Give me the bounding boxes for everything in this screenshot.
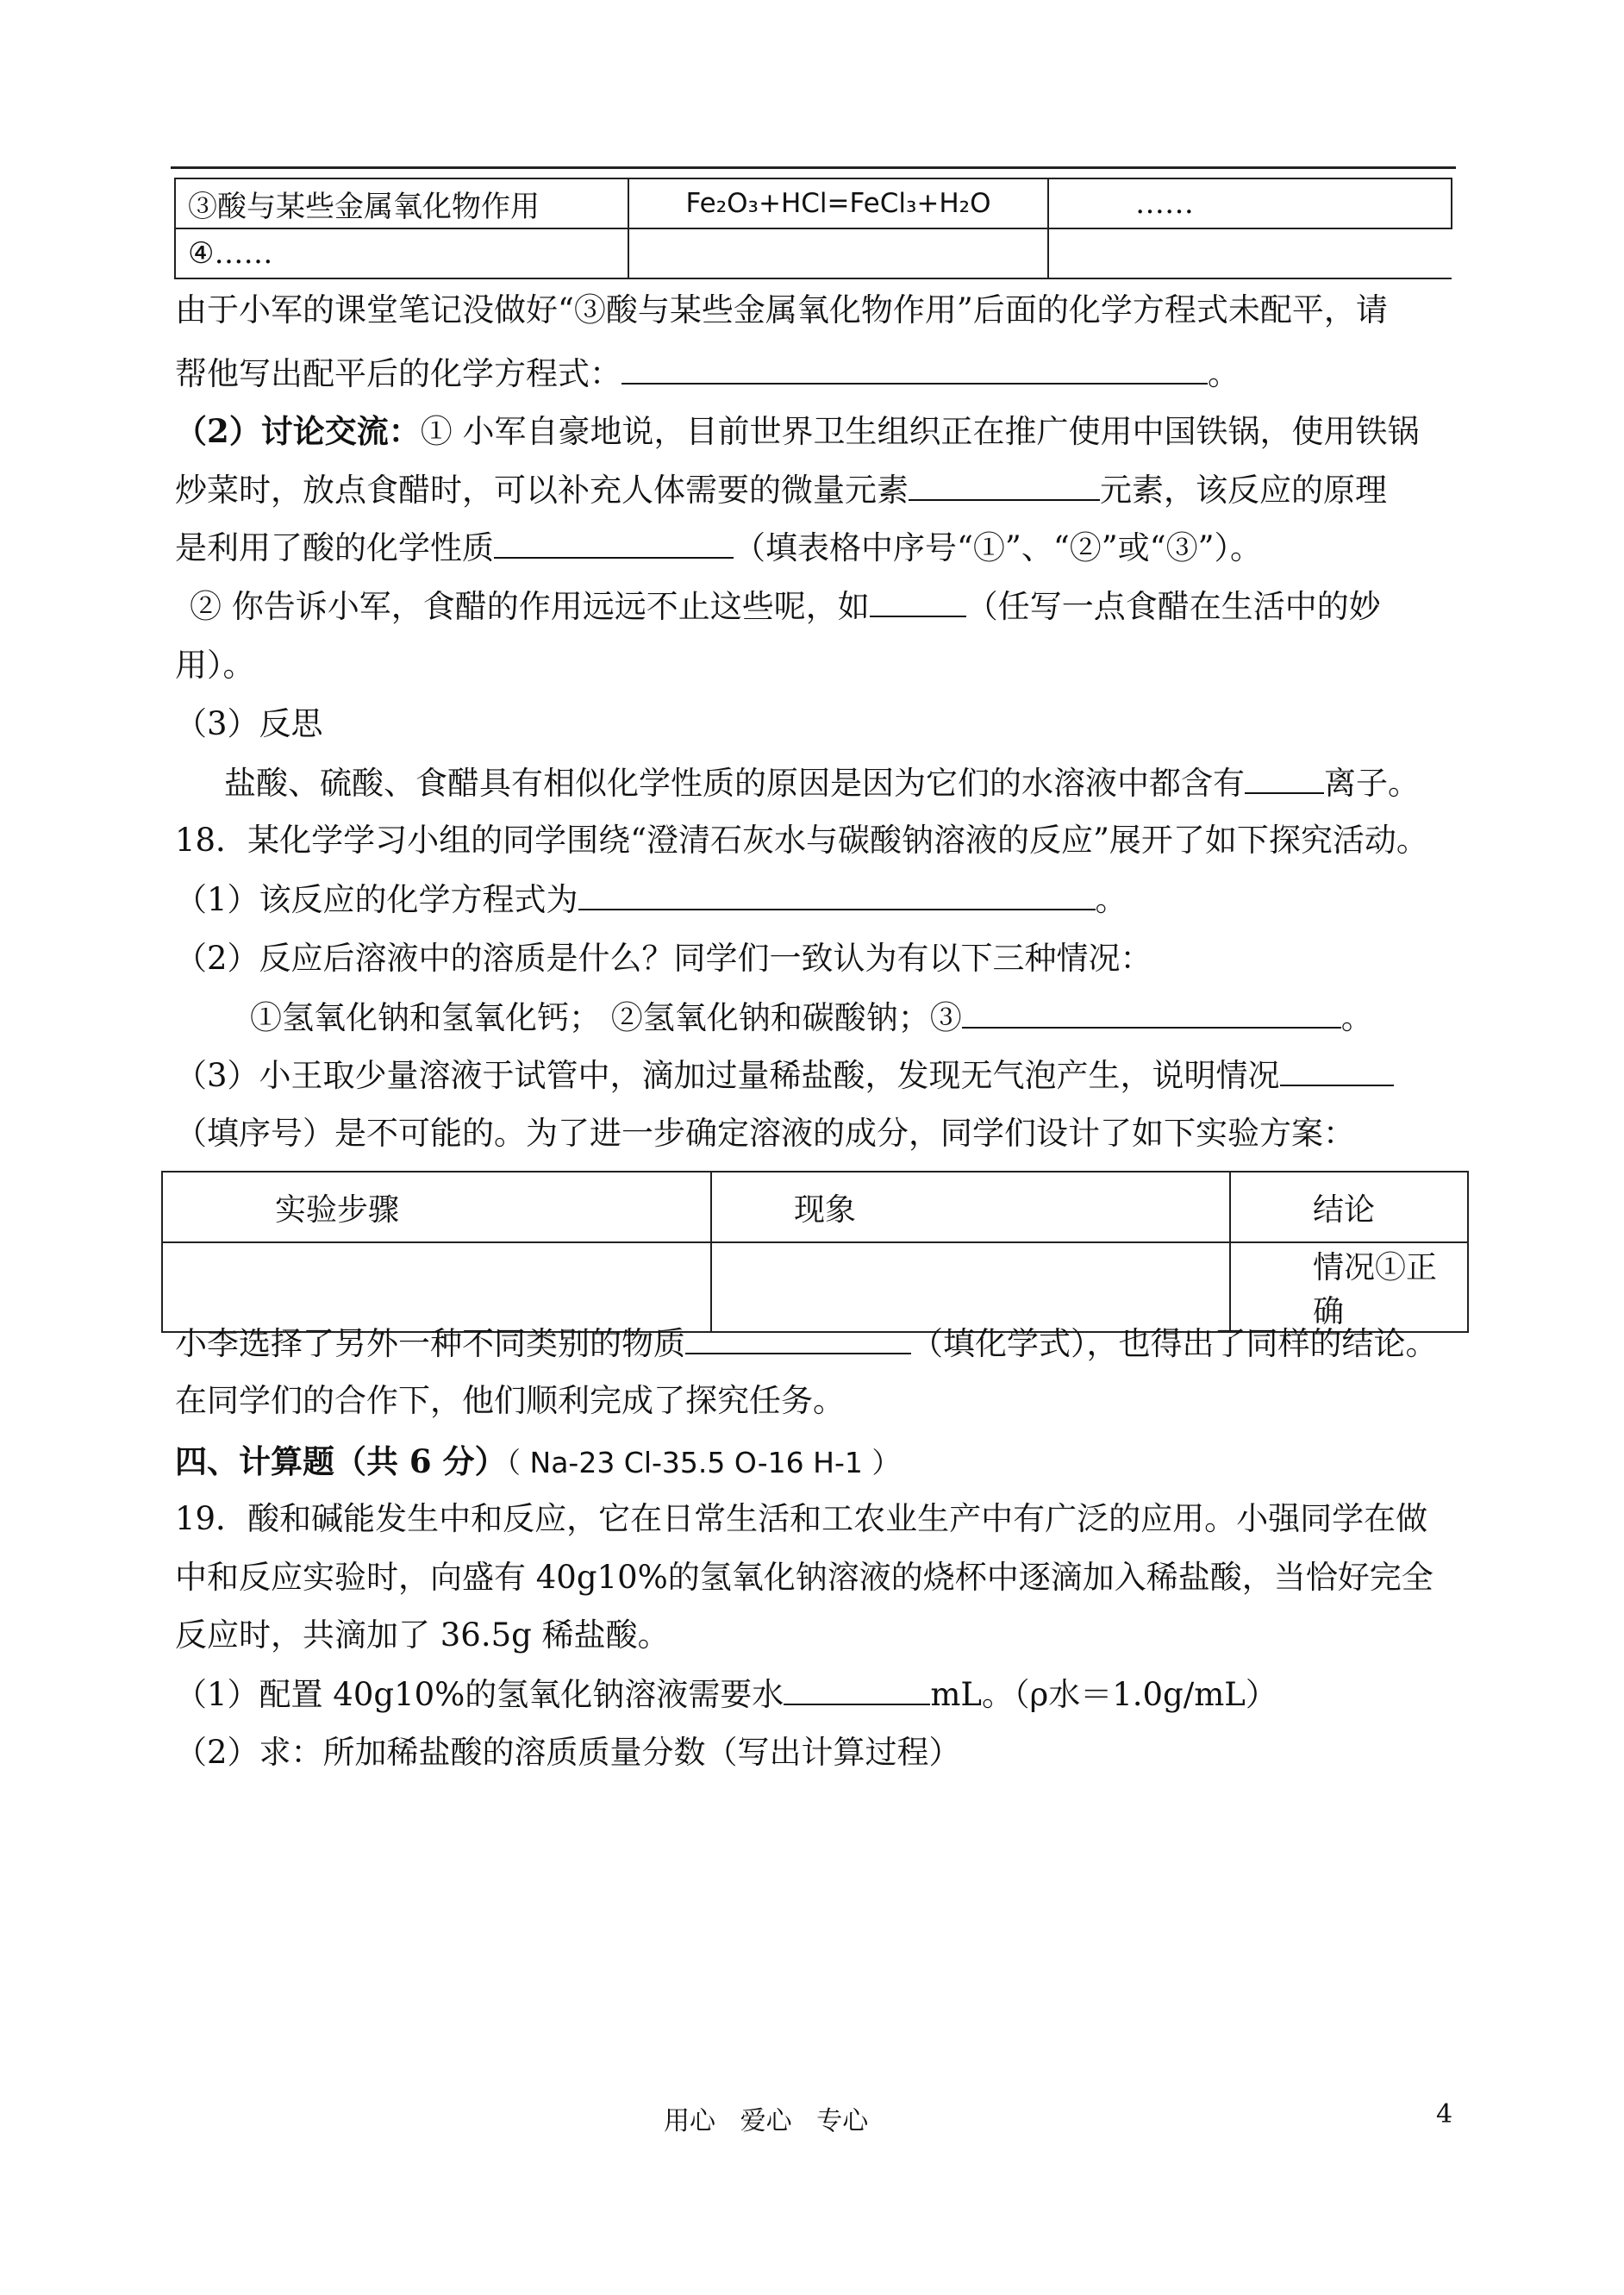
text-line: 。: [1095, 881, 1127, 918]
text-line: 由于小军的课堂笔记没做好“③酸与某些金属氧化物作用”后面的化学方程式未配平，请: [175, 291, 1388, 328]
text-line: 。: [1208, 355, 1240, 392]
answer-blank[interactable]: [621, 352, 1208, 385]
text-line: [175, 1322, 1468, 1366]
table-cell: [1048, 228, 1452, 278]
text-line: 离子。: [1324, 765, 1420, 802]
text-line: 元素，该反应的原理: [1100, 472, 1387, 509]
table-cell[interactable]: [162, 1242, 711, 1332]
header-rule: [171, 166, 1456, 169]
text-line: [175, 1054, 1468, 1097]
text-line: （任写一点食醋在生活中的妙: [965, 588, 1381, 625]
text-line: [175, 410, 1468, 453]
table-cell[interactable]: [711, 1242, 1230, 1332]
table-row: [162, 1242, 1468, 1332]
section-heading: （2）讨论交流：: [175, 412, 421, 450]
text-line: 用）。: [175, 647, 255, 684]
text-line: ② 你告诉小军，食醋的作用远远不止这些呢，如: [190, 588, 870, 625]
text-line: ①氢氧化钠和氢氧化钙； ②氢氧化钠和碳酸钠；③: [250, 999, 962, 1036]
text-line: （填表格中序号“①”、“②”或“③”）。: [734, 529, 1262, 566]
text-line: （3）小王取少量溶液于试管中，滴加过量稀盐酸，发现无气泡产生，说明情况: [175, 1057, 1280, 1094]
answer-blank[interactable]: [909, 468, 1100, 501]
table-cell: Fe₂O₃+HCl=FeCl₃+H₂O: [628, 178, 1048, 228]
table-cell: ④……: [175, 228, 628, 278]
table-cell: 情况①正确: [1230, 1242, 1468, 1332]
text-line: （3）反思: [175, 705, 323, 742]
text-line: [224, 761, 1517, 805]
question-18: 18．某化学学习小组的同学围绕“澄清石灰水与碳酸钠溶液的反应”展开了如下探究活动。: [175, 822, 1428, 859]
table-row: [175, 228, 1452, 278]
table-row: [175, 178, 1452, 228]
experiment-table: [161, 1171, 1469, 1333]
answer-blank[interactable]: [578, 878, 1096, 910]
text-line: 小李选择了另外一种不同类别的物质: [175, 1325, 685, 1362]
text-line: ① 小军自豪地说，目前世界卫生组织正在推广使用中国铁锅，使用铁锅: [420, 413, 1420, 450]
text-line: 反应时，共滴加了 36.5g 稀盐酸。: [175, 1617, 670, 1654]
text-line: [190, 585, 1483, 628]
text-line: [175, 352, 1468, 396]
text-line: 。: [1340, 999, 1373, 1036]
text-line: 在同学们的合作下，他们顺利完成了探究任务。: [175, 1382, 845, 1419]
text-line: （2）求：所加稀盐酸的溶质质量分数（写出计算过程）: [175, 1734, 961, 1771]
table-cell: ……: [1048, 178, 1452, 228]
text-line: 中和反应实验时，向盛有 40g10%的氢氧化钠溶液的烧杯中逐滴加入稀盐酸，当恰好完全: [175, 1559, 1433, 1596]
answer-blank[interactable]: [962, 996, 1341, 1029]
text-line: [175, 878, 1468, 922]
text-line: 是利用了酸的化学性质: [175, 529, 494, 566]
text-line: [250, 996, 1543, 1040]
answer-blank[interactable]: [1280, 1054, 1394, 1086]
table-cell: ③酸与某些金属氧化物作用: [175, 178, 628, 228]
answer-blank[interactable]: [494, 526, 734, 559]
properties-table: [174, 178, 1452, 279]
answer-blank[interactable]: [784, 1673, 930, 1705]
table-row: [162, 1172, 1468, 1242]
text-line: [175, 1673, 1468, 1717]
text-line: [175, 468, 1468, 512]
table-header: 现象: [711, 1172, 1230, 1242]
answer-blank[interactable]: [1245, 761, 1324, 794]
answer-blank[interactable]: [870, 585, 966, 617]
table-header: 结论: [1230, 1172, 1468, 1242]
page-number: 4: [1436, 2099, 1453, 2129]
table-header: 实验步骤: [162, 1172, 711, 1242]
text-line: （1）配置 40g10%的氢氧化钠溶液需要水: [175, 1676, 784, 1713]
text-line: （1）该反应的化学方程式为: [175, 881, 578, 918]
answer-blank[interactable]: [685, 1322, 911, 1354]
text-line: （2）反应后溶液中的溶质是什么？同学们一致认为有以下三种情况：: [175, 940, 1152, 977]
text-line: 炒菜时，放点食醋时，可以补充人体需要的微量元素: [175, 472, 909, 509]
question-19: 19．酸和碱能发生中和反应，它在日常生活和工农业生产中有广泛的应用。小强同学在做: [175, 1500, 1428, 1537]
footer-motto: 用心 爱心 专心: [664, 2106, 869, 2136]
table-cell: [628, 228, 1048, 278]
text-line: （填序号）是不可能的。为了进一步确定溶液的成分，同学们设计了如下实验方案：: [175, 1115, 1355, 1152]
text-line: [175, 526, 1468, 570]
text-line: [175, 1440, 1468, 1485]
text-line: 帮他写出配平后的化学方程式：: [175, 355, 621, 392]
text-line: mL。（ρ水＝1.0g/mL）: [930, 1676, 1277, 1713]
text-line: （填化学式），也得出了同样的结论。: [911, 1325, 1438, 1362]
section-heading: 四、计算题（共 6 分）: [175, 1442, 507, 1480]
text-line: 盐酸、硫酸、食醋具有相似化学性质的原因是因为它们的水溶液中都含有: [224, 765, 1245, 802]
atomic-masses: （ Na-23 Cl-35.5 O-16 H-1 ）: [506, 1446, 901, 1479]
